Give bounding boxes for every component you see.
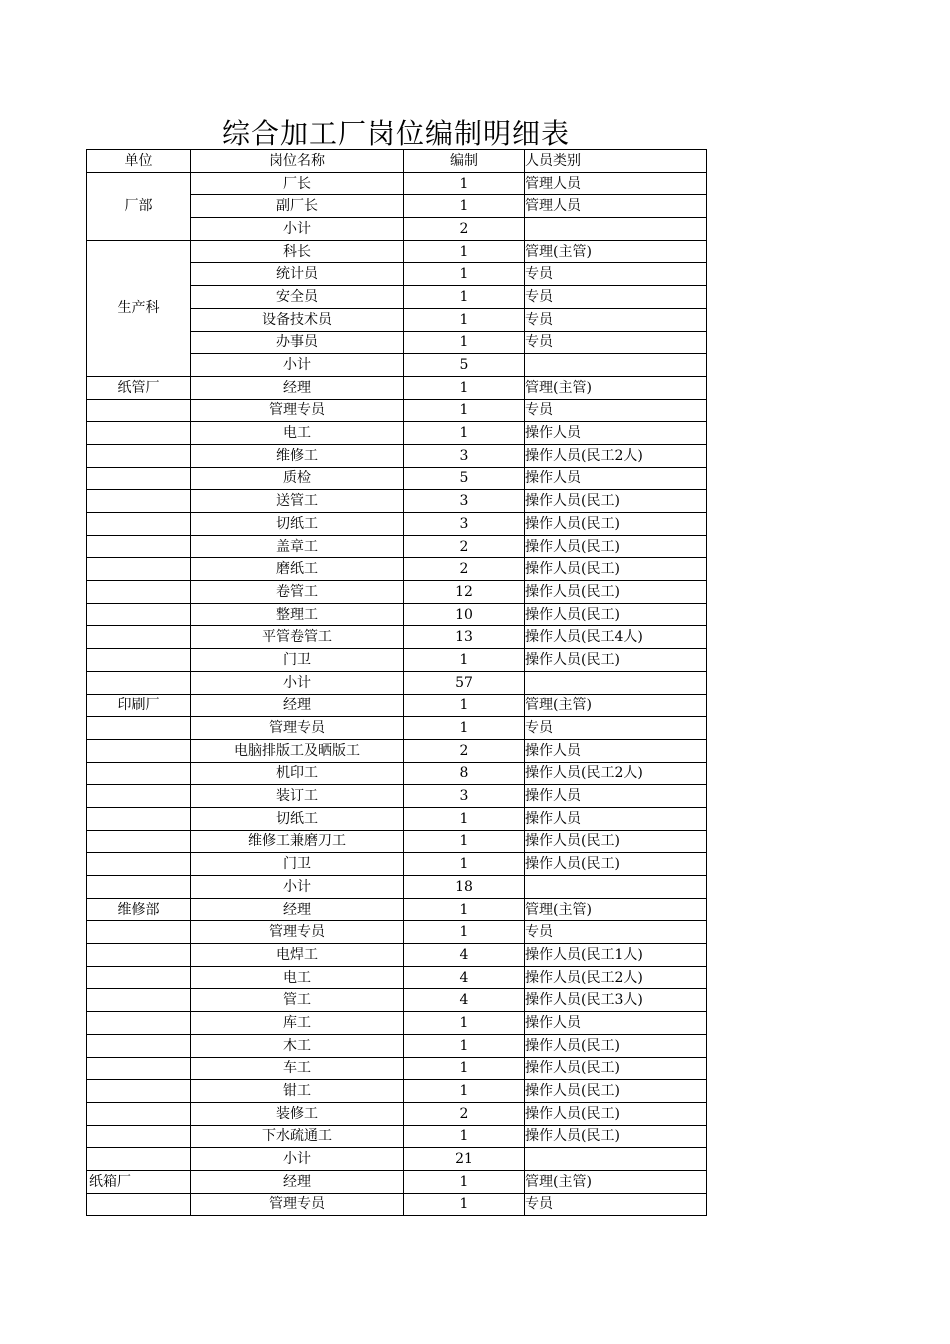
table-row [87, 898, 707, 921]
quota-cell: 2 [404, 535, 525, 558]
staff-category-cell: 操作人员(民工) [525, 1057, 707, 1080]
unit-cell [87, 558, 191, 581]
staff-category-cell: 操作人员(民工) [525, 513, 707, 536]
quota-cell: 2 [404, 739, 525, 762]
unit-cell [87, 785, 191, 808]
unit-cell [87, 853, 191, 876]
post-name-cell: 经理 [191, 694, 404, 717]
quota-cell: 1 [404, 807, 525, 830]
quota-cell: 1 [404, 1193, 525, 1216]
post-name-cell: 经理 [191, 376, 404, 399]
staff-category-cell: 专员 [525, 308, 707, 331]
table-row [87, 626, 707, 649]
quota-cell: 1 [404, 1034, 525, 1057]
quota-cell: 3 [404, 785, 525, 808]
quota-cell: 1 [404, 898, 525, 921]
post-name-cell: 管理专员 [191, 399, 404, 422]
table-row [87, 240, 707, 263]
quota-cell: 2 [404, 218, 525, 241]
staff-category-cell: 操作人员 [525, 807, 707, 830]
post-name-cell: 安全员 [191, 286, 404, 309]
unit-cell: 纸箱厂 [87, 1170, 191, 1193]
unit-cell: 厂部 [87, 172, 191, 240]
staff-category-cell [525, 671, 707, 694]
quota-cell: 5 [404, 354, 525, 377]
table-row [87, 1102, 707, 1125]
staff-category-cell: 专员 [525, 717, 707, 740]
staff-category-cell: 操作人员(民工) [525, 535, 707, 558]
table-row [87, 830, 707, 853]
table-row [87, 1193, 707, 1216]
post-name-cell: 管理专员 [191, 1193, 404, 1216]
header-staff-category: 人员类别 [525, 150, 707, 173]
staff-category-cell: 操作人员 [525, 739, 707, 762]
quota-cell: 57 [404, 671, 525, 694]
unit-cell [87, 535, 191, 558]
post-name-cell: 小计 [191, 1148, 404, 1171]
post-name-cell: 磨纸工 [191, 558, 404, 581]
staff-category-cell: 管理(主管) [525, 1170, 707, 1193]
staff-category-cell: 操作人员 [525, 1012, 707, 1035]
table-row [87, 807, 707, 830]
table-row [87, 558, 707, 581]
quota-cell: 1 [404, 399, 525, 422]
quota-cell: 4 [404, 989, 525, 1012]
post-name-cell: 管理专员 [191, 717, 404, 740]
quota-cell: 3 [404, 444, 525, 467]
table-row [87, 966, 707, 989]
staff-category-cell: 操作人员(民工) [525, 1125, 707, 1148]
unit-cell [87, 921, 191, 944]
post-name-cell: 卷管工 [191, 581, 404, 604]
post-name-cell: 小计 [191, 218, 404, 241]
table-row [87, 399, 707, 422]
quota-cell: 2 [404, 558, 525, 581]
post-name-cell: 厂长 [191, 172, 404, 195]
unit-cell [87, 1012, 191, 1035]
unit-cell [87, 944, 191, 967]
unit-cell [87, 1080, 191, 1103]
staff-category-cell: 操作人员 [525, 467, 707, 490]
post-name-cell: 电脑排版工及晒版工 [191, 739, 404, 762]
quota-cell: 1 [404, 240, 525, 263]
unit-cell [87, 762, 191, 785]
post-name-cell: 门卫 [191, 853, 404, 876]
table-row [87, 422, 707, 445]
post-name-cell: 副厂长 [191, 195, 404, 218]
header-post-name: 岗位名称 [191, 150, 404, 173]
post-name-cell: 管工 [191, 989, 404, 1012]
post-name-cell: 整理工 [191, 603, 404, 626]
post-name-cell: 门卫 [191, 649, 404, 672]
post-name-cell: 电工 [191, 966, 404, 989]
staff-category-cell [525, 354, 707, 377]
staff-category-cell: 操作人员(民工1人) [525, 944, 707, 967]
table-row [87, 876, 707, 899]
unit-cell [87, 807, 191, 830]
post-name-cell: 盖章工 [191, 535, 404, 558]
unit-cell [87, 1102, 191, 1125]
unit-cell [87, 1148, 191, 1171]
quota-cell: 1 [404, 1057, 525, 1080]
quota-cell: 13 [404, 626, 525, 649]
staff-category-cell: 管理(主管) [525, 694, 707, 717]
staff-category-cell: 管理(主管) [525, 240, 707, 263]
quota-cell: 1 [404, 853, 525, 876]
staff-category-cell: 操作人员(民工) [525, 558, 707, 581]
unit-cell [87, 1057, 191, 1080]
staff-category-cell: 操作人员(民工) [525, 1102, 707, 1125]
staff-category-cell: 专员 [525, 286, 707, 309]
staffing-table [86, 149, 707, 1216]
post-name-cell: 钳工 [191, 1080, 404, 1103]
staff-category-cell: 管理(主管) [525, 376, 707, 399]
quota-cell: 1 [404, 830, 525, 853]
staff-category-cell: 操作人员(民工4人) [525, 626, 707, 649]
quota-cell: 1 [404, 717, 525, 740]
quota-cell: 1 [404, 286, 525, 309]
post-name-cell: 经理 [191, 898, 404, 921]
table-row [87, 1170, 707, 1193]
quota-cell: 1 [404, 1170, 525, 1193]
unit-cell [87, 717, 191, 740]
post-name-cell: 维修工 [191, 444, 404, 467]
unit-cell [87, 876, 191, 899]
header-quota: 编制 [404, 150, 525, 173]
post-name-cell: 切纸工 [191, 513, 404, 536]
table-row [87, 989, 707, 1012]
quota-cell: 1 [404, 422, 525, 445]
staff-category-cell: 操作人员 [525, 785, 707, 808]
table-row [87, 513, 707, 536]
post-name-cell: 办事员 [191, 331, 404, 354]
post-name-cell: 小计 [191, 671, 404, 694]
table-row [87, 1012, 707, 1035]
quota-cell: 2 [404, 1102, 525, 1125]
unit-cell [87, 830, 191, 853]
staff-category-cell: 专员 [525, 399, 707, 422]
quota-cell: 1 [404, 1125, 525, 1148]
staff-category-cell: 管理(主管) [525, 898, 707, 921]
quota-cell: 1 [404, 376, 525, 399]
post-name-cell: 统计员 [191, 263, 404, 286]
post-name-cell: 切纸工 [191, 807, 404, 830]
unit-cell [87, 671, 191, 694]
post-name-cell: 经理 [191, 1170, 404, 1193]
post-name-cell: 科长 [191, 240, 404, 263]
quota-cell: 1 [404, 195, 525, 218]
quota-cell: 10 [404, 603, 525, 626]
staff-category-cell: 操作人员(民工) [525, 853, 707, 876]
post-name-cell: 设备技术员 [191, 308, 404, 331]
header-row [87, 150, 707, 173]
unit-cell [87, 422, 191, 445]
unit-cell [87, 513, 191, 536]
quota-cell: 12 [404, 581, 525, 604]
unit-cell [87, 467, 191, 490]
quota-cell: 3 [404, 513, 525, 536]
table-row [87, 1148, 707, 1171]
table-row [87, 649, 707, 672]
quota-cell: 1 [404, 694, 525, 717]
quota-cell: 1 [404, 172, 525, 195]
unit-cell [87, 399, 191, 422]
quota-cell: 8 [404, 762, 525, 785]
table-row [87, 1125, 707, 1148]
quota-cell: 1 [404, 331, 525, 354]
table-row [87, 467, 707, 490]
table-row [87, 172, 707, 195]
page-title: 综合加工厂岗位编制明细表 [222, 117, 571, 150]
staff-category-cell [525, 1148, 707, 1171]
post-name-cell: 质检 [191, 467, 404, 490]
table-row [87, 535, 707, 558]
post-name-cell: 装订工 [191, 785, 404, 808]
table-row [87, 739, 707, 762]
table-row [87, 581, 707, 604]
unit-cell [87, 739, 191, 762]
table-row [87, 671, 707, 694]
table-row [87, 490, 707, 513]
quota-cell: 1 [404, 1012, 525, 1035]
post-name-cell: 库工 [191, 1012, 404, 1035]
staff-category-cell: 专员 [525, 921, 707, 944]
post-name-cell: 木工 [191, 1034, 404, 1057]
post-name-cell: 小计 [191, 354, 404, 377]
unit-cell [87, 1193, 191, 1216]
unit-cell [87, 1125, 191, 1148]
staff-category-cell: 操作人员(民工) [525, 1034, 707, 1057]
post-name-cell: 电工 [191, 422, 404, 445]
table-row [87, 444, 707, 467]
quota-cell: 18 [404, 876, 525, 899]
post-name-cell: 送管工 [191, 490, 404, 513]
staff-category-cell: 专员 [525, 263, 707, 286]
unit-cell [87, 649, 191, 672]
post-name-cell: 电焊工 [191, 944, 404, 967]
staff-category-cell: 操作人员 [525, 422, 707, 445]
staff-category-cell: 管理人员 [525, 195, 707, 218]
table-row [87, 853, 707, 876]
post-name-cell: 小计 [191, 876, 404, 899]
post-name-cell: 平管卷管工 [191, 626, 404, 649]
unit-cell: 纸管厂 [87, 376, 191, 399]
staff-category-cell: 管理人员 [525, 172, 707, 195]
quota-cell: 1 [404, 308, 525, 331]
staff-category-cell [525, 218, 707, 241]
table-row [87, 762, 707, 785]
quota-cell: 1 [404, 1080, 525, 1103]
quota-cell: 21 [404, 1148, 525, 1171]
quota-cell: 1 [404, 649, 525, 672]
post-name-cell: 机印工 [191, 762, 404, 785]
table-row [87, 717, 707, 740]
unit-cell [87, 490, 191, 513]
staff-category-cell: 操作人员(民工3人) [525, 989, 707, 1012]
unit-cell [87, 966, 191, 989]
quota-cell: 1 [404, 263, 525, 286]
staff-category-cell: 操作人员(民工2人) [525, 762, 707, 785]
post-name-cell: 车工 [191, 1057, 404, 1080]
staff-category-cell: 操作人员(民工) [525, 830, 707, 853]
quota-cell: 1 [404, 921, 525, 944]
post-name-cell: 管理专员 [191, 921, 404, 944]
table-row [87, 785, 707, 808]
post-name-cell: 下水疏通工 [191, 1125, 404, 1148]
unit-cell: 印刷厂 [87, 694, 191, 717]
table-row [87, 921, 707, 944]
header-unit: 单位 [87, 150, 191, 173]
unit-cell [87, 603, 191, 626]
staff-category-cell [525, 876, 707, 899]
unit-cell [87, 989, 191, 1012]
staff-category-cell: 专员 [525, 331, 707, 354]
unit-cell [87, 626, 191, 649]
quota-cell: 4 [404, 966, 525, 989]
table-row [87, 1057, 707, 1080]
table-row [87, 1034, 707, 1057]
post-name-cell: 装修工 [191, 1102, 404, 1125]
table-row [87, 1080, 707, 1103]
unit-cell [87, 444, 191, 467]
unit-cell [87, 1034, 191, 1057]
unit-cell: 维修部 [87, 898, 191, 921]
unit-cell: 生产科 [87, 240, 191, 376]
table-row [87, 603, 707, 626]
table-row [87, 694, 707, 717]
quota-cell: 5 [404, 467, 525, 490]
quota-cell: 3 [404, 490, 525, 513]
table-row [87, 944, 707, 967]
unit-cell [87, 581, 191, 604]
staff-category-cell: 操作人员(民工) [525, 1080, 707, 1103]
staff-category-cell: 操作人员(民工) [525, 581, 707, 604]
staff-category-cell: 操作人员(民工2人) [525, 444, 707, 467]
staff-category-cell: 操作人员(民工) [525, 490, 707, 513]
quota-cell: 4 [404, 944, 525, 967]
post-name-cell: 维修工兼磨刀工 [191, 830, 404, 853]
staff-category-cell: 操作人员(民工) [525, 603, 707, 626]
staff-category-cell: 操作人员(民工2人) [525, 966, 707, 989]
staff-category-cell: 操作人员(民工) [525, 649, 707, 672]
table-row [87, 376, 707, 399]
staff-category-cell: 专员 [525, 1193, 707, 1216]
